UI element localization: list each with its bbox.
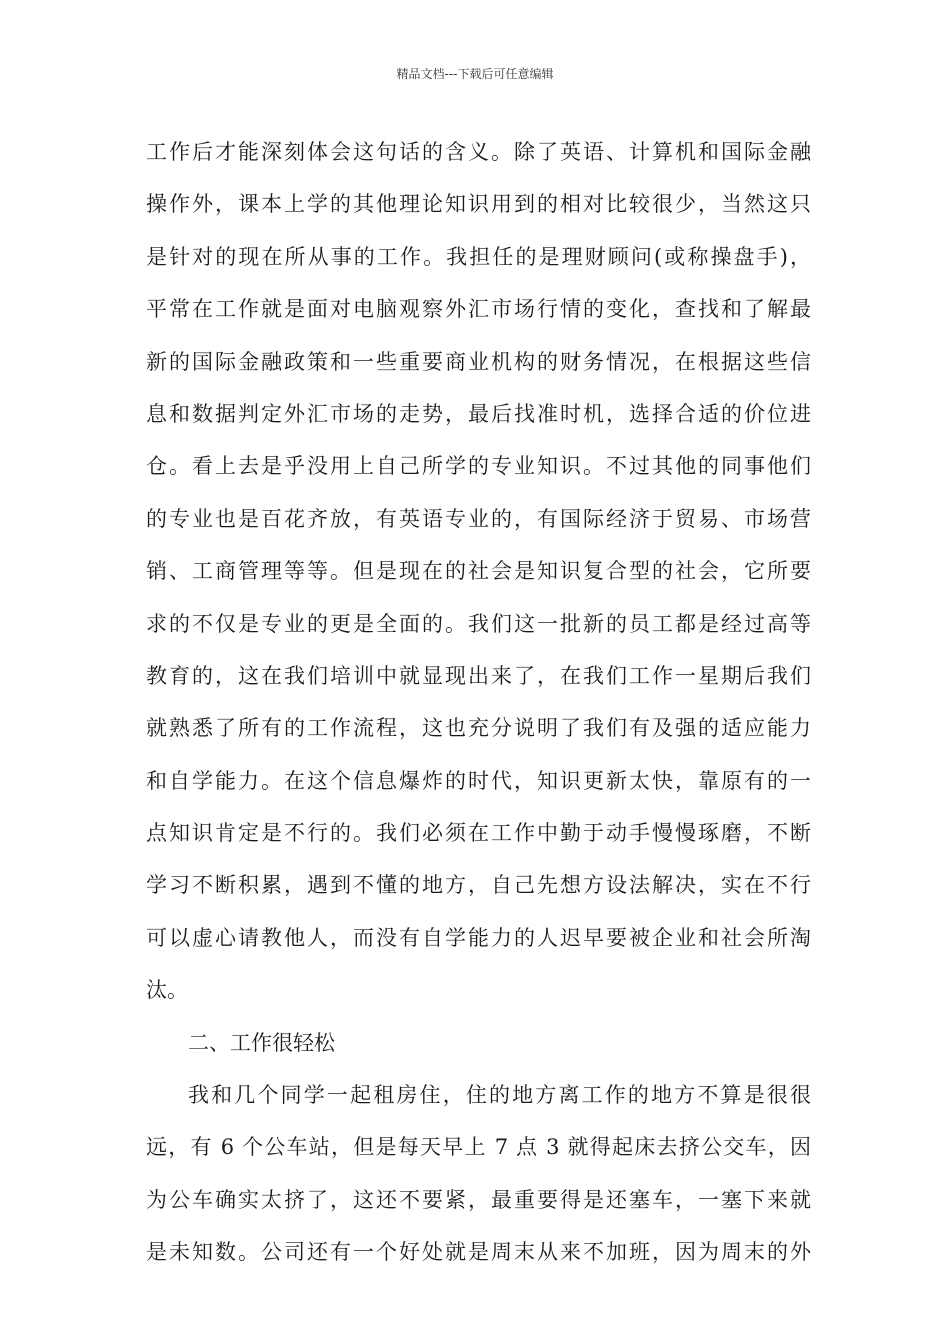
paragraph-line: 的专业也是百花齐放，有英语专业的，有国际经济于贸易、市场营 bbox=[146, 506, 811, 531]
paragraph-line: 息和数据判定外汇市场的走势，最后找准时机，选择合适的价位进 bbox=[146, 401, 811, 426]
paragraph-line: 销、工商管理等等。但是现在的社会是知识复合型的社会，它所要 bbox=[146, 559, 811, 584]
paragraph-line: 点知识肯定是不行的。我们必须在工作中勤于动手慢慢琢磨，不断 bbox=[146, 821, 811, 846]
paragraph-line: 学习不断积累，遇到不懂的地方，自己先想方设法解决，实在不行 bbox=[146, 873, 811, 898]
paragraph-line: 仓。看上去是乎没用上自己所学的专业知识。不过其他的同事他们 bbox=[146, 454, 811, 479]
page-header: 精品文档---下载后可任意编辑 bbox=[396, 67, 554, 81]
paragraph-line: 为公车确实太挤了，这还不要紧，最重要得是还塞车，一塞下来就 bbox=[146, 1187, 811, 1212]
paragraph-line: 远，有 6 个公车站，但是每天早上 7 点 3 就得起床去挤公交车，因 bbox=[146, 1135, 811, 1160]
paragraph-line: 平常在工作就是面对电脑观察外汇市场行情的变化，查找和了解最 bbox=[146, 297, 811, 322]
paragraph-line: 就熟悉了所有的工作流程，这也充分说明了我们有及强的适应能力 bbox=[146, 716, 811, 741]
paragraph-line: 我和几个同学一起租房住，住的地方离工作的地方不算是很很 bbox=[188, 1083, 811, 1108]
section-heading: 二、工作很轻松 bbox=[188, 1030, 335, 1055]
paragraph-line: 求的不仅是专业的更是全面的。我们这一批新的员工都是经过高等 bbox=[146, 611, 811, 636]
paragraph-line: 工作后才能深刻体会这句话的含义。除了英语、计算机和国际金融 bbox=[146, 140, 811, 164]
paragraph-line: 可以虚心请教他人，而没有自学能力的人迟早要被企业和社会所淘 bbox=[146, 925, 811, 950]
paragraph-line: 和自学能力。在这个信息爆炸的时代，知识更新太快，靠原有的一 bbox=[146, 768, 811, 793]
paragraph-line: 是针对的现在所从事的工作。我担任的是理财顾问(或称操盘手)， bbox=[146, 244, 811, 269]
document-body bbox=[146, 126, 811, 1279]
paragraph-line: 汰。 bbox=[146, 978, 188, 1003]
paragraph-line: 操作外，课本上学的其他理论知识用到的相对比较很少，当然这只 bbox=[146, 192, 811, 217]
paragraph-line: 新的国际金融政策和一些重要商业机构的财务情况，在根据这些信 bbox=[146, 349, 811, 374]
paragraph-line: 是未知数。公司还有一个好处就是周末从来不加班，因为周末的外 bbox=[146, 1240, 811, 1265]
paragraph-line: 教育的，这在我们培训中就显现出来了，在我们工作一星期后我们 bbox=[146, 663, 811, 688]
